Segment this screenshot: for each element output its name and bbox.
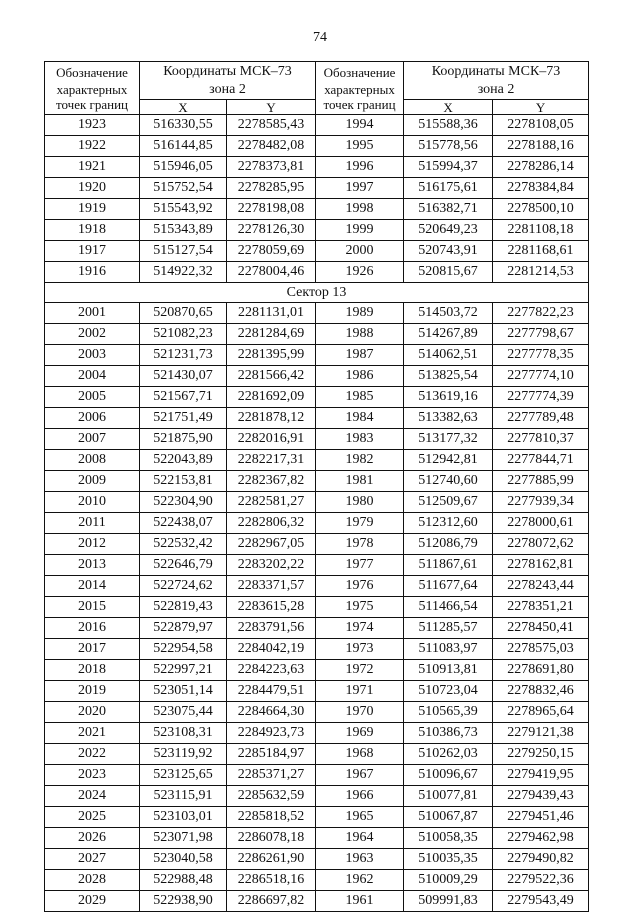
x-coordinate-left: 522938,90: [140, 891, 227, 912]
x-coordinate-right: 510096,67: [404, 765, 493, 786]
table-row: [45, 765, 589, 786]
sector-label: Сектор 13: [45, 283, 589, 303]
header-designation-line: Обозначение: [56, 65, 128, 80]
x-coordinate-right: 510262,03: [404, 744, 493, 765]
y-coordinate-left: 2282806,32: [227, 513, 316, 534]
point-id-left: 1920: [45, 178, 140, 199]
x-coordinate-left: 523108,31: [140, 723, 227, 744]
y-coordinate-left: 2281878,12: [227, 408, 316, 429]
y-coordinate-left: 2282367,82: [227, 471, 316, 492]
x-coordinate-right: 510565,39: [404, 702, 493, 723]
y-coordinate-left: 2285818,52: [227, 807, 316, 828]
y-coordinate-right: 2277778,35: [493, 345, 589, 366]
point-id-left: 2003: [45, 345, 140, 366]
y-coordinate-right: 2281168,61: [493, 241, 589, 262]
point-id-left: 2015: [45, 597, 140, 618]
point-id-left: 1921: [45, 157, 140, 178]
point-id-right: 1978: [316, 534, 404, 555]
y-coordinate-left: 2282581,27: [227, 492, 316, 513]
header-coordinates-line: зона 2: [209, 81, 246, 97]
x-coordinate-right: 512509,67: [404, 492, 493, 513]
table-body-top: [45, 115, 589, 283]
table-row: [45, 262, 589, 283]
x-coordinate-left: 514922,32: [140, 262, 227, 283]
y-coordinate-left: 2278004,46: [227, 262, 316, 283]
header-coordinates-line: Координаты МСК–73: [163, 63, 292, 79]
point-id-left: 2026: [45, 828, 140, 849]
x-coordinate-right: 516382,71: [404, 199, 493, 220]
table-sector-section: [45, 283, 589, 303]
point-id-left: 2029: [45, 891, 140, 912]
x-coordinate-right: 514503,72: [404, 303, 493, 324]
x-coordinate-left: 522819,43: [140, 597, 227, 618]
header-coordinates-line: зона 2: [477, 81, 515, 97]
y-coordinate-left: 2282217,31: [227, 450, 316, 471]
point-id-left: 2017: [45, 639, 140, 660]
point-id-right: 1987: [316, 345, 404, 366]
y-coordinate-left: 2284223,63: [227, 660, 316, 681]
table-row: [45, 681, 589, 702]
point-id-right: 1971: [316, 681, 404, 702]
y-coordinate-right: 2278286,14: [493, 157, 589, 178]
point-id-left: 2001: [45, 303, 140, 324]
point-id-left: 2025: [45, 807, 140, 828]
table-row: [45, 178, 589, 199]
x-coordinate-right: 514062,51: [404, 345, 493, 366]
y-coordinate-right: 2278108,05: [493, 115, 589, 136]
point-id-right: 1983: [316, 429, 404, 450]
y-coordinate-right: 2278575,03: [493, 639, 589, 660]
y-coordinate-right: 2277844,71: [493, 450, 589, 471]
point-id-left: 2027: [45, 849, 140, 870]
table-row: [45, 849, 589, 870]
point-id-left: 2008: [45, 450, 140, 471]
y-coordinate-right: 2277810,37: [493, 429, 589, 450]
y-coordinate-left: 2278373,81: [227, 157, 316, 178]
table-row: [45, 387, 589, 408]
x-coordinate-right: 513177,32: [404, 429, 493, 450]
x-coordinate-right: 512942,81: [404, 450, 493, 471]
y-coordinate-right: 2277789,48: [493, 408, 589, 429]
y-coordinate-right: 2281108,18: [493, 220, 589, 241]
point-id-right: 1969: [316, 723, 404, 744]
x-coordinate-left: 522438,07: [140, 513, 227, 534]
header-coordinates-left: [140, 62, 316, 100]
table-row: [45, 597, 589, 618]
y-coordinate-right: 2279250,15: [493, 744, 589, 765]
sector-row: [45, 283, 589, 303]
table-row: [45, 429, 589, 450]
table-row: [45, 870, 589, 891]
table-row: [45, 828, 589, 849]
x-coordinate-right: 510913,81: [404, 660, 493, 681]
point-id-right: 1998: [316, 199, 404, 220]
y-coordinate-right: 2279451,46: [493, 807, 589, 828]
x-coordinate-right: 515994,37: [404, 157, 493, 178]
point-id-left: 2014: [45, 576, 140, 597]
x-coordinate-left: 523115,91: [140, 786, 227, 807]
point-id-right: 1984: [316, 408, 404, 429]
y-coordinate-right: 2279543,49: [493, 891, 589, 912]
table-row: [45, 702, 589, 723]
point-id-right: 1962: [316, 870, 404, 891]
y-coordinate-right: 2279490,82: [493, 849, 589, 870]
x-coordinate-right: 510009,29: [404, 870, 493, 891]
point-id-left: 1917: [45, 241, 140, 262]
y-coordinate-right: 2278000,61: [493, 513, 589, 534]
x-coordinate-right: 520649,23: [404, 220, 493, 241]
y-coordinate-left: 2282016,91: [227, 429, 316, 450]
point-id-left: 1916: [45, 262, 140, 283]
table-row: [45, 324, 589, 345]
point-id-left: 2009: [45, 471, 140, 492]
x-coordinate-right: 520815,67: [404, 262, 493, 283]
x-coordinate-left: 522532,42: [140, 534, 227, 555]
point-id-left: 2020: [45, 702, 140, 723]
y-coordinate-right: 2277885,99: [493, 471, 589, 492]
y-coordinate-left: 2278585,43: [227, 115, 316, 136]
x-coordinate-right: 513619,16: [404, 387, 493, 408]
table-row: [45, 660, 589, 681]
table-header: [45, 62, 589, 115]
x-coordinate-right: 511083,97: [404, 639, 493, 660]
x-coordinate-left: 516330,55: [140, 115, 227, 136]
x-coordinate-left: 522304,90: [140, 492, 227, 513]
table-row: [45, 450, 589, 471]
y-coordinate-right: 2278384,84: [493, 178, 589, 199]
table-row: [45, 199, 589, 220]
table-row: [45, 618, 589, 639]
header-designation-left: [45, 62, 140, 115]
y-coordinate-right: 2279522,36: [493, 870, 589, 891]
y-coordinate-left: 2285184,97: [227, 744, 316, 765]
table-row: [45, 891, 589, 912]
point-id-left: 2028: [45, 870, 140, 891]
point-id-right: 1926: [316, 262, 404, 283]
y-coordinate-left: 2286078,18: [227, 828, 316, 849]
y-coordinate-right: 2277774,39: [493, 387, 589, 408]
coordinates-table: [44, 61, 589, 912]
x-coordinate-left: 522997,21: [140, 660, 227, 681]
x-coordinate-left: 521751,49: [140, 408, 227, 429]
table-row: [45, 241, 589, 262]
y-coordinate-right: 2278351,21: [493, 597, 589, 618]
x-coordinate-left: 523071,98: [140, 828, 227, 849]
x-coordinate-right: 510067,87: [404, 807, 493, 828]
point-id-right: 1976: [316, 576, 404, 597]
x-coordinate-right: 509991,83: [404, 891, 493, 912]
y-coordinate-left: 2284479,51: [227, 681, 316, 702]
table-row: [45, 744, 589, 765]
point-id-right: 1989: [316, 303, 404, 324]
table-row: [45, 807, 589, 828]
x-coordinate-right: 510058,35: [404, 828, 493, 849]
table-row: [45, 115, 589, 136]
x-coordinate-right: 510077,81: [404, 786, 493, 807]
x-coordinate-left: 515543,92: [140, 199, 227, 220]
y-coordinate-right: 2279121,38: [493, 723, 589, 744]
table-row: [45, 220, 589, 241]
x-coordinate-left: 521231,73: [140, 345, 227, 366]
y-coordinate-left: 2278198,08: [227, 199, 316, 220]
point-id-right: 1977: [316, 555, 404, 576]
y-coordinate-left: 2281131,01: [227, 303, 316, 324]
y-coordinate-left: 2281395,99: [227, 345, 316, 366]
y-coordinate-right: 2278072,62: [493, 534, 589, 555]
y-coordinate-left: 2283791,56: [227, 618, 316, 639]
x-coordinate-left: 515752,54: [140, 178, 227, 199]
x-coordinate-left: 521430,07: [140, 366, 227, 387]
point-id-left: 2004: [45, 366, 140, 387]
x-coordinate-right: 510723,04: [404, 681, 493, 702]
x-coordinate-right: 511677,64: [404, 576, 493, 597]
point-id-left: 2007: [45, 429, 140, 450]
point-id-right: 1988: [316, 324, 404, 345]
point-id-left: 2023: [45, 765, 140, 786]
table-row: [45, 513, 589, 534]
x-coordinate-left: 521082,23: [140, 324, 227, 345]
x-coordinate-right: 520743,91: [404, 241, 493, 262]
y-coordinate-left: 2284664,30: [227, 702, 316, 723]
x-coordinate-left: 522153,81: [140, 471, 227, 492]
y-coordinate-left: 2286518,16: [227, 870, 316, 891]
point-id-left: 2012: [45, 534, 140, 555]
point-id-left: 2013: [45, 555, 140, 576]
header-designation-line: точек границ: [55, 97, 129, 112]
point-id-left: 2018: [45, 660, 140, 681]
point-id-right: 1986: [316, 366, 404, 387]
point-id-right: 1970: [316, 702, 404, 723]
table-row: [45, 492, 589, 513]
y-coordinate-right: 2277822,23: [493, 303, 589, 324]
point-id-left: 2002: [45, 324, 140, 345]
table-row: [45, 471, 589, 492]
table-body-sector: [45, 303, 589, 912]
table-row: [45, 157, 589, 178]
point-id-left: 2024: [45, 786, 140, 807]
point-id-right: 1981: [316, 471, 404, 492]
point-id-right: 1964: [316, 828, 404, 849]
header-designation-line: характерных: [324, 82, 395, 97]
x-coordinate-left: 520870,65: [140, 303, 227, 324]
y-coordinate-right: 2279439,43: [493, 786, 589, 807]
x-coordinate-right: 515778,56: [404, 136, 493, 157]
table-row: [45, 534, 589, 555]
point-id-right: 1985: [316, 387, 404, 408]
y-coordinate-left: 2278285,95: [227, 178, 316, 199]
y-coordinate-left: 2283615,28: [227, 597, 316, 618]
y-coordinate-right: 2278691,80: [493, 660, 589, 681]
x-coordinate-left: 515343,89: [140, 220, 227, 241]
y-coordinate-right: 2278450,41: [493, 618, 589, 639]
x-coordinate-left: 523040,58: [140, 849, 227, 870]
point-id-right: 1968: [316, 744, 404, 765]
table-row: [45, 303, 589, 324]
y-coordinate-left: 2286697,82: [227, 891, 316, 912]
header-y-right: Y: [493, 100, 589, 115]
y-coordinate-right: 2279462,98: [493, 828, 589, 849]
point-id-left: 2022: [45, 744, 140, 765]
header-coordinates-right: [404, 62, 589, 100]
x-coordinate-left: 516144,85: [140, 136, 227, 157]
x-coordinate-right: 512740,60: [404, 471, 493, 492]
x-coordinate-left: 522646,79: [140, 555, 227, 576]
header-x-right: X: [404, 100, 493, 115]
table-row: [45, 786, 589, 807]
point-id-right: 2000: [316, 241, 404, 262]
y-coordinate-left: 2285371,27: [227, 765, 316, 786]
x-coordinate-right: 512312,60: [404, 513, 493, 534]
x-coordinate-left: 515127,54: [140, 241, 227, 262]
y-coordinate-left: 2282967,05: [227, 534, 316, 555]
table-row: [45, 345, 589, 366]
point-id-right: 1979: [316, 513, 404, 534]
y-coordinate-right: 2277939,34: [493, 492, 589, 513]
y-coordinate-right: 2277798,67: [493, 324, 589, 345]
point-id-right: 1982: [316, 450, 404, 471]
point-id-left: 2005: [45, 387, 140, 408]
table-row: [45, 408, 589, 429]
table-row: [45, 366, 589, 387]
point-id-right: 1997: [316, 178, 404, 199]
point-id-right: 1965: [316, 807, 404, 828]
table-row: [45, 639, 589, 660]
point-id-left: 1922: [45, 136, 140, 157]
y-coordinate-left: 2284923,73: [227, 723, 316, 744]
point-id-left: 1918: [45, 220, 140, 241]
table-row: [45, 136, 589, 157]
y-coordinate-right: 2278500,10: [493, 199, 589, 220]
x-coordinate-right: 516175,61: [404, 178, 493, 199]
x-coordinate-right: 512086,79: [404, 534, 493, 555]
point-id-left: 2016: [45, 618, 140, 639]
point-id-right: 1966: [316, 786, 404, 807]
x-coordinate-right: 511285,57: [404, 618, 493, 639]
point-id-left: 2011: [45, 513, 140, 534]
header-designation-line: точек границ: [323, 97, 396, 112]
point-id-right: 1967: [316, 765, 404, 786]
y-coordinate-right: 2278243,44: [493, 576, 589, 597]
header-designation-line: Обозначение: [323, 65, 396, 80]
y-coordinate-left: 2278126,30: [227, 220, 316, 241]
y-coordinate-left: 2281284,69: [227, 324, 316, 345]
header-designation-line: характерных: [56, 82, 128, 97]
x-coordinate-left: 523103,01: [140, 807, 227, 828]
y-coordinate-left: 2278482,08: [227, 136, 316, 157]
header-y-left: Y: [227, 100, 316, 115]
x-coordinate-left: 521567,71: [140, 387, 227, 408]
header-coordinates-line: Координаты МСК–73: [431, 63, 561, 79]
x-coordinate-left: 522988,48: [140, 870, 227, 891]
y-coordinate-right: 2281214,53: [493, 262, 589, 283]
point-id-right: 1972: [316, 660, 404, 681]
table-row: [45, 576, 589, 597]
point-id-right: 1961: [316, 891, 404, 912]
point-id-right: 1995: [316, 136, 404, 157]
x-coordinate-right: 511466,54: [404, 597, 493, 618]
y-coordinate-left: 2283371,57: [227, 576, 316, 597]
x-coordinate-right: 510035,35: [404, 849, 493, 870]
point-id-left: 2021: [45, 723, 140, 744]
x-coordinate-right: 513825,54: [404, 366, 493, 387]
y-coordinate-left: 2281692,09: [227, 387, 316, 408]
point-id-right: 1999: [316, 220, 404, 241]
point-id-right: 1973: [316, 639, 404, 660]
y-coordinate-right: 2279419,95: [493, 765, 589, 786]
point-id-right: 1996: [316, 157, 404, 178]
y-coordinate-left: 2278059,69: [227, 241, 316, 262]
y-coordinate-left: 2281566,42: [227, 366, 316, 387]
point-id-right: 1980: [316, 492, 404, 513]
y-coordinate-left: 2283202,22: [227, 555, 316, 576]
point-id-left: 1919: [45, 199, 140, 220]
table-row: [45, 555, 589, 576]
point-id-right: 1994: [316, 115, 404, 136]
x-coordinate-left: 515946,05: [140, 157, 227, 178]
y-coordinate-left: 2286261,90: [227, 849, 316, 870]
x-coordinate-right: 515588,36: [404, 115, 493, 136]
x-coordinate-left: 523119,92: [140, 744, 227, 765]
point-id-right: 1974: [316, 618, 404, 639]
point-id-left: 2019: [45, 681, 140, 702]
y-coordinate-right: 2278965,64: [493, 702, 589, 723]
x-coordinate-right: 510386,73: [404, 723, 493, 744]
x-coordinate-right: 514267,89: [404, 324, 493, 345]
x-coordinate-left: 521875,90: [140, 429, 227, 450]
y-coordinate-left: 2284042,19: [227, 639, 316, 660]
x-coordinate-left: 522043,89: [140, 450, 227, 471]
header-x-left: X: [140, 100, 227, 115]
y-coordinate-left: 2285632,59: [227, 786, 316, 807]
point-id-left: 2006: [45, 408, 140, 429]
table-row: [45, 723, 589, 744]
point-id-left: 2010: [45, 492, 140, 513]
x-coordinate-left: 523051,14: [140, 681, 227, 702]
x-coordinate-left: 522724,62: [140, 576, 227, 597]
y-coordinate-right: 2278188,16: [493, 136, 589, 157]
point-id-left: 1923: [45, 115, 140, 136]
y-coordinate-right: 2278162,81: [493, 555, 589, 576]
page-number: 74: [313, 30, 327, 45]
y-coordinate-right: 2278832,46: [493, 681, 589, 702]
x-coordinate-right: 513382,63: [404, 408, 493, 429]
y-coordinate-right: 2277774,10: [493, 366, 589, 387]
point-id-right: 1963: [316, 849, 404, 870]
x-coordinate-right: 511867,61: [404, 555, 493, 576]
x-coordinate-left: 523125,65: [140, 765, 227, 786]
header-designation-right: [316, 62, 404, 115]
x-coordinate-left: 523075,44: [140, 702, 227, 723]
x-coordinate-left: 522879,97: [140, 618, 227, 639]
x-coordinate-left: 522954,58: [140, 639, 227, 660]
point-id-right: 1975: [316, 597, 404, 618]
